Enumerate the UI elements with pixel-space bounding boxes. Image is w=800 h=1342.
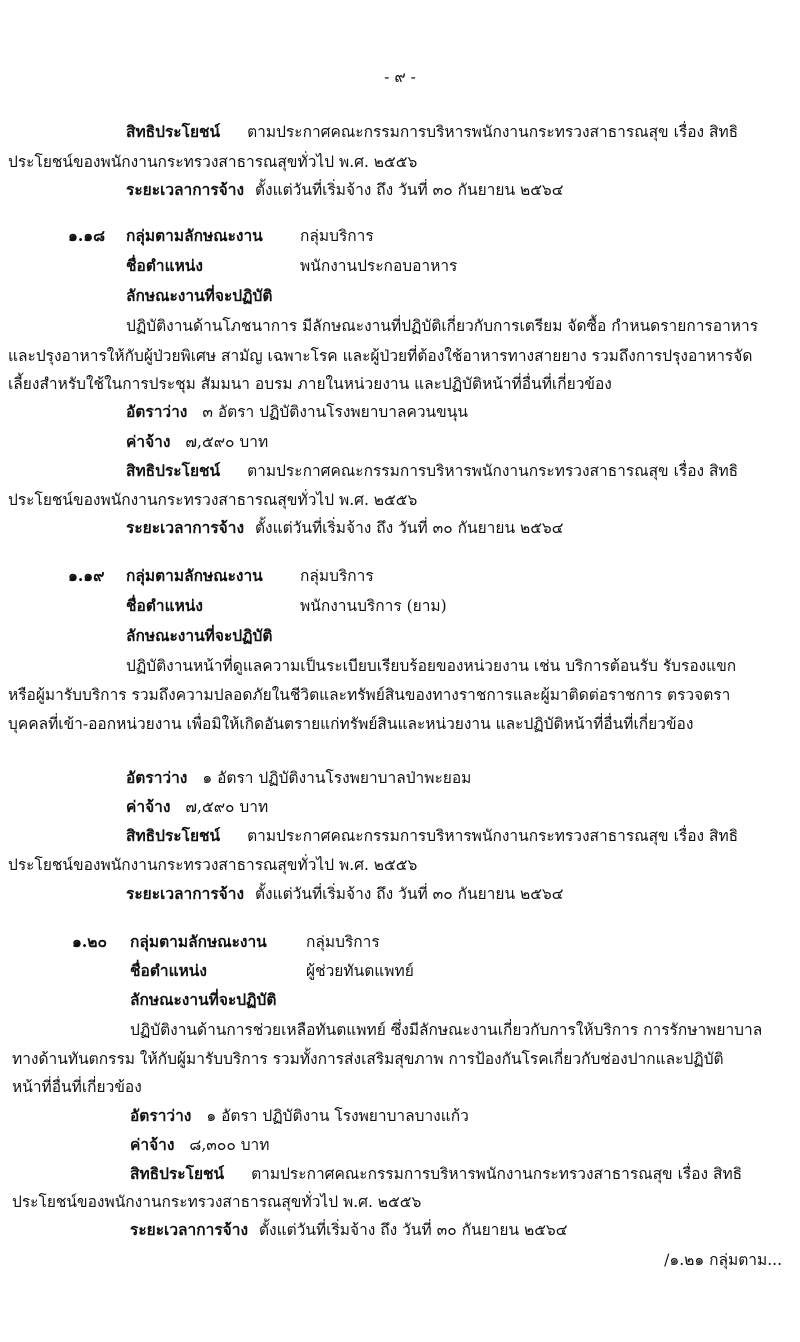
period-label: ระยะเวลาการจ้าง: [126, 518, 245, 537]
vacancy-label: อัตราว่าง: [126, 768, 188, 787]
duty-line: หน้าที่อื่นที่เกี่ยวข้อง: [12, 1078, 142, 1096]
vacancy-label: อัตราว่าง: [130, 1106, 192, 1125]
benefit-label: สิทธิประโยชน์: [126, 122, 221, 141]
vacancy-value: ๓ อัตรา ปฏิบัติงานโรงพยาบาลควนขนุน: [202, 403, 468, 421]
benefit-label: สิทธิประโยชน์: [126, 826, 221, 845]
wage-label: ค่าจ้าง: [126, 432, 171, 451]
wage-value: ๗,๕๙๐ บาท: [185, 433, 269, 451]
benefit-label: สิทธิประโยชน์: [130, 1164, 225, 1183]
vacancy-label: อัตราว่าง: [126, 402, 188, 421]
period-row: [130, 1220, 568, 1240]
duty-label: ลักษณะงานที่จะปฏิบัติ: [126, 626, 273, 645]
period-label: ระยะเวลาการจ้าง: [130, 1220, 249, 1239]
page-number: - ๙ -: [384, 68, 416, 86]
section-number: ๑.๑๙: [68, 566, 105, 585]
duty-line: และปรุงอาหารให้กับผู้ป่วยพิเศษ สามัญ เฉพาะโรค และผู้ป่วยที่ต้องใช้อาหารทางสายยาง รวมถึงการปรุงอาหารจัด: [8, 347, 753, 365]
benefit-text: ตามประกาศคณะกรรมการบริหารพนักงานกระทรวงสาธารณสุข เรื่อง สิทธิ: [247, 462, 739, 480]
position-label: ชื่อตำแหน่ง: [126, 256, 203, 275]
duty-line: ปฏิบัติงานด้านการช่วยเหลือทันตแพทย์ ซึ่งมีลักษณะงานเกี่ยวกับการให้บริการ การรักษาพยาบาล: [130, 1021, 763, 1039]
wage-row: [126, 797, 268, 817]
wage-value: ๗,๕๙๐ บาท: [185, 798, 269, 816]
period-text: ตั้งแต่วันที่เริ่มจ้าง ถึง วันที่ ๓๐ กันยายน ๒๕๖๔: [254, 885, 564, 903]
duty-line: ปฏิบัติงานด้านโภชนาการ มีลักษณะงานที่ปฏิบัติเกี่ยวกับการเตรียม จัดซื้อ กำหนดรายการอาหาร: [126, 317, 759, 335]
group-value: กลุ่มบริการ: [300, 567, 374, 585]
section-number: ๑.๒๐: [72, 932, 107, 951]
vacancy-value: ๑ อัตรา ปฏิบัติงานโรงพยาบาลป่าพะยอม: [202, 769, 472, 787]
period-text: ตั้งแต่วันที่เริ่มจ้าง ถึง วันที่ ๓๐ กันยายน ๒๕๖๔: [258, 1221, 568, 1239]
group-value: กลุ่มบริการ: [300, 227, 374, 245]
duty-line: ปฏิบัติงานหน้าที่ดูแลความเป็นระเบียบเรียบร้อยของหน่วยงาน เช่น บริการต้อนรับ รับรองแขก: [126, 657, 737, 675]
wage-row: [130, 1135, 269, 1155]
wage-row: [126, 432, 268, 452]
duty-label: ลักษณะงานที่จะปฏิบัติ: [126, 286, 273, 305]
benefit-row: [130, 1164, 742, 1184]
group-value: กลุ่มบริการ: [306, 933, 380, 951]
benefit-text-cont: ประโยชน์ของพนักงานกระทรวงสาธารณสุขทั่วไป พ.ศ. ๒๕๕๖: [12, 1193, 422, 1211]
group-label: กลุ่มตามลักษณะงาน: [126, 226, 263, 245]
benefit-label: สิทธิประโยชน์: [126, 461, 221, 480]
benefit-row: [126, 461, 738, 481]
duty-line: หรือผู้มารับบริการ รวมถึงความปลอดภัยในชีวิตและทรัพย์สินของทางราชการและผู้มาติดต่อราชการ ตรวจตรา: [8, 686, 731, 704]
benefit-text-cont: ประโยชน์ของพนักงานกระทรวงสาธารณสุขทั่วไป พ.ศ. ๒๕๕๖: [8, 153, 418, 171]
group-label: กลุ่มตามลักษณะงาน: [130, 932, 267, 951]
vacancy-row: [126, 768, 471, 788]
wage-label: ค่าจ้าง: [130, 1135, 175, 1154]
duty-label: ลักษณะงานที่จะปฏิบัติ: [130, 990, 277, 1009]
position-label: ชื่อตำแหน่ง: [126, 596, 203, 615]
duty-line: เลี้ยงสำหรับใช้ในการประชุม สัมมนา อบรม ภายในหน่วยงาน และปฏิบัติหน้าที่อื่นที่เกี่ยวข้อง: [8, 375, 612, 393]
section-number: ๑.๑๘: [68, 226, 106, 245]
period-label: ระยะเวลาการจ้าง: [126, 180, 245, 199]
vacancy-row: [130, 1106, 469, 1126]
benefit-row: [126, 826, 738, 846]
period-row: [126, 884, 564, 904]
duty-line: ทางด้านทันตกรรม ให้กับผู้มารับบริการ รวมทั้งการส่งเสริมสุขภาพ การป้องกันโรคเกี่ยวกับช่องปากและปฏิบัติ: [12, 1050, 724, 1068]
wage-label: ค่าจ้าง: [126, 797, 171, 816]
duty-line: บุคคลที่เข้า-ออกหน่วยงาน เพื่อมิให้เกิดอันตรายแก่ทรัพย์สินและหน่วยงาน และปฏิบัติหน้าที่อื่นที่เกี่ยวข้อง: [8, 715, 694, 733]
group-label: กลุ่มตามลักษณะงาน: [126, 566, 263, 585]
period-text: ตั้งแต่วันที่เริ่มจ้าง ถึง วันที่ ๓๐ กันยายน ๒๕๖๔: [254, 181, 564, 199]
vacancy-row: [126, 402, 468, 422]
period-label: ระยะเวลาการจ้าง: [126, 884, 245, 903]
benefit-text-cont: ประโยชน์ของพนักงานกระทรวงสาธารณสุขทั่วไป พ.ศ. ๒๕๕๖: [8, 856, 418, 874]
period-text: ตั้งแต่วันที่เริ่มจ้าง ถึง วันที่ ๓๐ กันยายน ๒๕๖๔: [254, 519, 564, 537]
benefit-text: ตามประกาศคณะกรรมการบริหารพนักงานกระทรวงสาธารณสุข เรื่อง สิทธิ: [247, 123, 739, 141]
position-value: พนักงานประกอบอาหาร: [300, 257, 458, 275]
benefit-text-cont: ประโยชน์ของพนักงานกระทรวงสาธารณสุขทั่วไป พ.ศ. ๒๕๕๖: [8, 491, 418, 509]
continuation-marker: /๑.๒๑ กลุ่มตาม...: [664, 1251, 782, 1269]
position-value: พนักงานบริการ (ยาม): [300, 597, 447, 615]
position-label: ชื่อตำแหน่ง: [130, 961, 207, 980]
benefit-row: [126, 122, 738, 142]
wage-value: ๘,๓๐๐ บาท: [189, 1136, 270, 1154]
benefit-text: ตามประกาศคณะกรรมการบริหารพนักงานกระทรวงสาธารณสุข เรื่อง สิทธิ: [247, 827, 739, 845]
vacancy-value: ๑ อัตรา ปฏิบัติงาน โรงพยาบาลบางแก้ว: [206, 1107, 469, 1125]
period-row: [126, 518, 564, 538]
position-value: ผู้ช่วยทันตแพทย์: [306, 962, 414, 980]
benefit-text: ตามประกาศคณะกรรมการบริหารพนักงานกระทรวงสาธารณสุข เรื่อง สิทธิ: [251, 1165, 743, 1183]
period-row: [126, 180, 564, 200]
